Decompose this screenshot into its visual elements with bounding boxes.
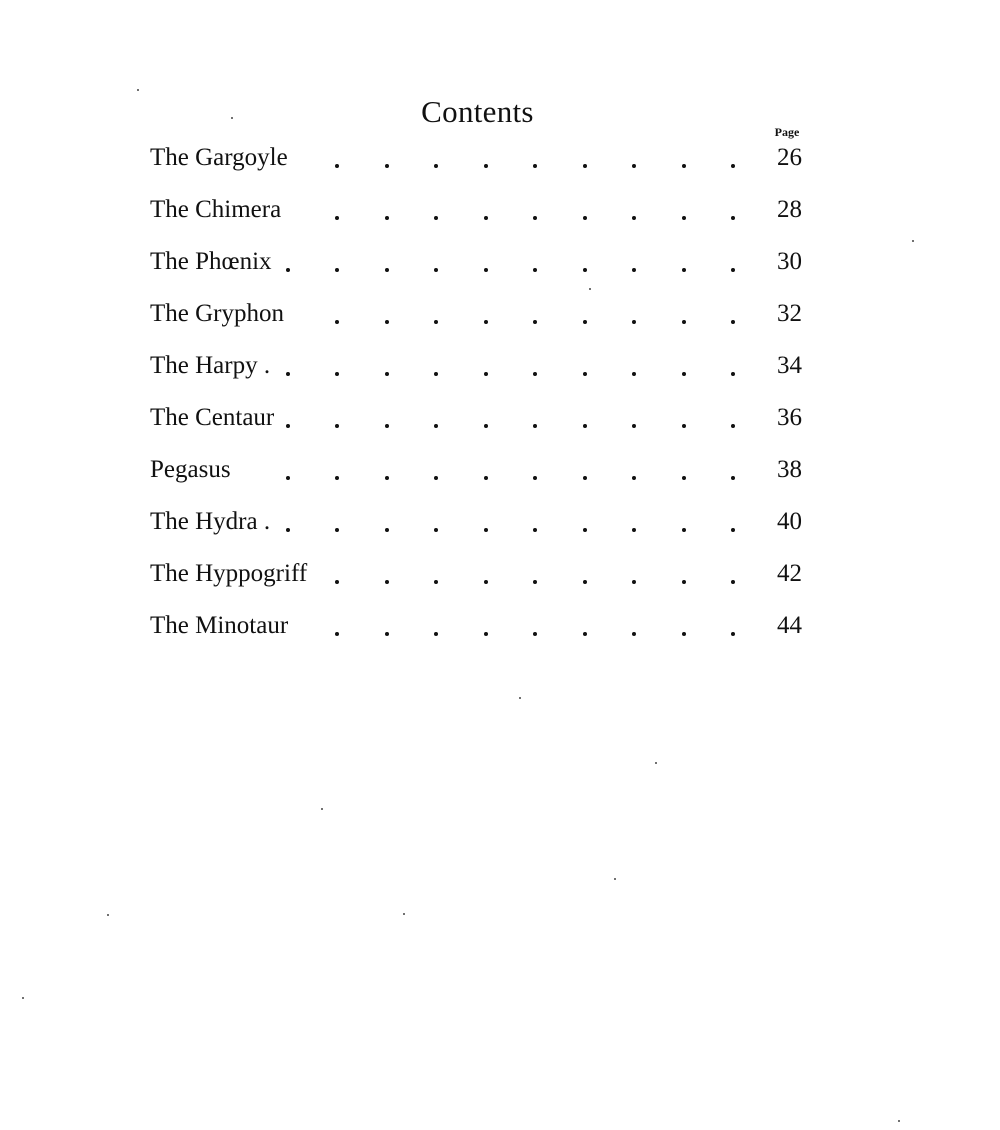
leader-dot xyxy=(583,424,587,428)
leader-dot xyxy=(731,164,735,168)
leader-dot xyxy=(484,424,488,428)
leader-dot xyxy=(434,476,438,480)
toc-entry-title: The Hydra . xyxy=(150,508,271,535)
leader-dot xyxy=(632,528,636,532)
leader-dot xyxy=(335,320,339,324)
leader-dot xyxy=(583,632,587,636)
page-title: Contents xyxy=(421,94,534,129)
leader-dot xyxy=(682,372,686,376)
scan-speck xyxy=(519,697,521,699)
leader-dot xyxy=(286,424,290,428)
leader-dot xyxy=(731,216,735,220)
leader-dot xyxy=(632,476,636,480)
leader-dot xyxy=(484,320,488,324)
toc-entry[interactable] xyxy=(150,244,810,296)
scan-speck xyxy=(589,288,591,290)
leader-dot xyxy=(434,164,438,168)
leader-dot xyxy=(731,632,735,636)
toc-entry-page: 42 xyxy=(777,560,802,587)
scan-speck xyxy=(137,89,139,91)
leader-dot xyxy=(632,164,636,168)
leader-dot xyxy=(731,476,735,480)
toc-entry-page: 36 xyxy=(777,404,802,431)
leader-dot xyxy=(583,476,587,480)
leader-dot xyxy=(533,164,537,168)
toc-entry-page: 32 xyxy=(777,300,802,327)
leader-dot xyxy=(583,216,587,220)
leader-dot xyxy=(682,632,686,636)
leader-dot xyxy=(682,164,686,168)
scan-speck xyxy=(912,240,914,242)
leader-dot xyxy=(385,216,389,220)
leader-dot xyxy=(335,632,339,636)
leader-dot xyxy=(583,372,587,376)
dot-leader xyxy=(335,556,755,592)
scan-speck xyxy=(403,913,405,915)
leader-dot xyxy=(682,216,686,220)
toc-entry[interactable] xyxy=(150,608,810,660)
dot-leader xyxy=(335,192,755,228)
leader-dot xyxy=(533,320,537,324)
leader-dot xyxy=(583,164,587,168)
leader-dot xyxy=(385,528,389,532)
leader-dot xyxy=(484,528,488,532)
toc-entry-title: The Gryphon xyxy=(150,300,284,327)
leader-dot xyxy=(286,528,290,532)
leader-dot xyxy=(533,632,537,636)
leader-dot xyxy=(434,580,438,584)
leader-dot xyxy=(533,580,537,584)
leader-dot xyxy=(335,216,339,220)
scan-speck xyxy=(22,997,24,999)
leader-dot xyxy=(583,320,587,324)
leader-dot xyxy=(484,164,488,168)
leader-dot xyxy=(682,268,686,272)
leader-dot xyxy=(335,476,339,480)
leader-dot xyxy=(583,580,587,584)
leader-dot xyxy=(385,476,389,480)
leader-dot xyxy=(632,424,636,428)
leader-dot xyxy=(335,424,339,428)
leader-dot xyxy=(682,528,686,532)
leader-dot xyxy=(731,580,735,584)
toc-entry[interactable] xyxy=(150,400,810,452)
leader-dot xyxy=(731,528,735,532)
toc-entry-page: 26 xyxy=(777,144,802,171)
dot-leader xyxy=(335,348,755,384)
leader-dot xyxy=(385,580,389,584)
leader-dot xyxy=(385,268,389,272)
toc-entry[interactable] xyxy=(150,192,810,244)
leader-dot xyxy=(385,320,389,324)
leader-dot xyxy=(533,476,537,480)
leader-dot xyxy=(731,320,735,324)
leader-dot xyxy=(434,372,438,376)
toc-entry[interactable] xyxy=(150,140,810,192)
toc-entry-title: The Minotaur xyxy=(150,612,289,639)
toc-entry-page: 38 xyxy=(777,456,802,483)
toc-entry-page: 30 xyxy=(777,248,802,275)
leader-dot xyxy=(731,268,735,272)
toc-entry-title: The Harpy . xyxy=(150,352,271,379)
leader-dot xyxy=(385,164,389,168)
toc-entry-page: 34 xyxy=(777,352,802,379)
toc-entry-page: 40 xyxy=(777,508,802,535)
leader-dot xyxy=(484,476,488,480)
leader-dot xyxy=(632,216,636,220)
dot-leader xyxy=(335,452,755,488)
leader-dot xyxy=(533,424,537,428)
leader-dot xyxy=(731,372,735,376)
leader-dot xyxy=(434,268,438,272)
toc-entry-title: The Chimera xyxy=(150,196,282,223)
leader-dot xyxy=(533,216,537,220)
leader-dot xyxy=(682,424,686,428)
dot-leader xyxy=(335,504,755,540)
leader-dot xyxy=(682,580,686,584)
scan-speck xyxy=(231,117,233,119)
leader-dot xyxy=(632,372,636,376)
leader-dot xyxy=(731,424,735,428)
leader-dot xyxy=(335,580,339,584)
leader-dot xyxy=(682,476,686,480)
leader-dot xyxy=(286,372,290,376)
scan-speck xyxy=(107,914,109,916)
leader-dot xyxy=(286,268,290,272)
toc-entry[interactable] xyxy=(150,504,810,556)
leader-dot xyxy=(385,372,389,376)
leader-dot xyxy=(286,476,290,480)
scan-speck xyxy=(614,878,616,880)
table-of-contents xyxy=(150,140,810,660)
dot-leader xyxy=(335,296,755,332)
toc-entry-page: 44 xyxy=(777,612,802,639)
scan-speck xyxy=(321,808,323,810)
leader-dot xyxy=(434,216,438,220)
toc-entry-title: Pegasus xyxy=(150,456,231,483)
leader-dot xyxy=(632,268,636,272)
scan-speck xyxy=(898,1120,900,1122)
page-column-header: Page xyxy=(774,125,800,139)
leader-dot xyxy=(335,372,339,376)
leader-dot xyxy=(484,216,488,220)
leader-dot xyxy=(335,528,339,532)
leader-dot xyxy=(583,268,587,272)
dot-leader xyxy=(335,244,755,280)
toc-entry-title: The Gargoyle xyxy=(150,144,288,171)
leader-dot xyxy=(484,632,488,636)
toc-entry-title: The Hyppogriff xyxy=(150,560,308,587)
leader-dot xyxy=(434,528,438,532)
leader-dot xyxy=(533,372,537,376)
leader-dot xyxy=(533,268,537,272)
leader-dot xyxy=(335,164,339,168)
toc-entry[interactable] xyxy=(150,296,810,348)
scan-speck xyxy=(655,762,657,764)
leader-dot xyxy=(335,268,339,272)
leader-dot xyxy=(632,320,636,324)
dot-leader xyxy=(335,608,755,644)
leader-dot xyxy=(682,320,686,324)
toc-entry[interactable] xyxy=(150,556,810,608)
toc-entry-title: The Phœnix xyxy=(150,248,272,275)
leader-dot xyxy=(484,580,488,584)
leader-dot xyxy=(583,528,587,532)
leader-dot xyxy=(632,632,636,636)
leader-dot xyxy=(533,528,537,532)
leader-dot xyxy=(385,424,389,428)
dot-leader xyxy=(335,140,755,176)
toc-entry-title: The Centaur xyxy=(150,404,275,431)
toc-entry[interactable] xyxy=(150,452,810,504)
leader-dot xyxy=(434,424,438,428)
leader-dot xyxy=(632,580,636,584)
toc-entry[interactable] xyxy=(150,348,810,400)
leader-dot xyxy=(434,320,438,324)
leader-dot xyxy=(484,268,488,272)
leader-dot xyxy=(434,632,438,636)
toc-entry-page: 28 xyxy=(777,196,802,223)
leader-dot xyxy=(484,372,488,376)
dot-leader xyxy=(335,400,755,436)
leader-dot xyxy=(385,632,389,636)
